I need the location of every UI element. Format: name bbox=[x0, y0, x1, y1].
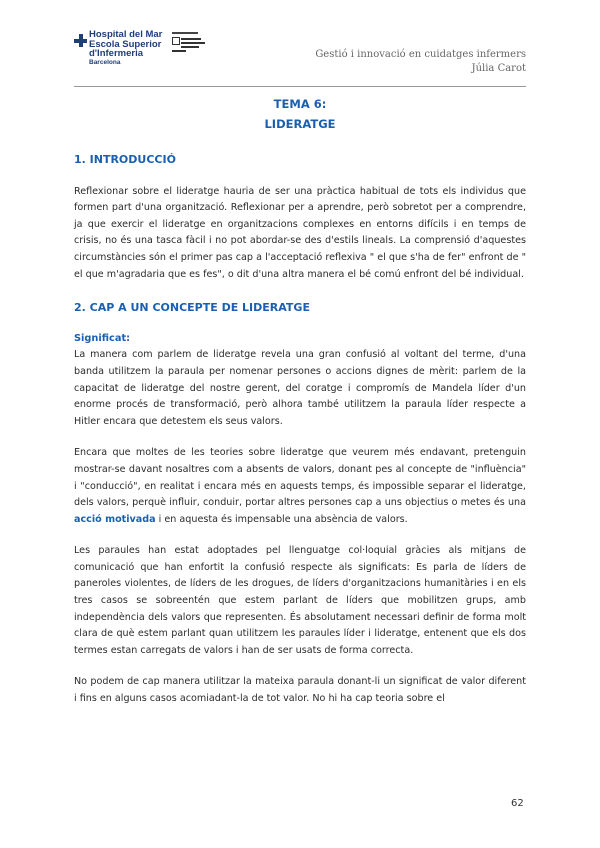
paragraph-text: i en aquesta és impensable una absència de valors. bbox=[155, 513, 408, 525]
hospital-cross-icon bbox=[74, 34, 87, 47]
logo-line-2: Escola Superior bbox=[89, 38, 162, 50]
paragraph-introduccio: Reflexionar sobre el lideratge hauria de ser una pràctica habitual de tots els individus que formen part d'una organització. Reflexionar per a aprendre, però sobretot per a comprendre, ja que exercir el lideratge en organitzacions complexes en entorns difícils i en temps de crisis, no és una tasca fàcil i no pot abordar-se des d'estils lineals. La comprensió d'aquestes circumstàncies són el primer pas cap a l'acceptació reflexiva " el que s'ha de fer" enfront de " el que m'agradaria que es fes", o dit d'una altra manera el bé comú enfront del bé individual. bbox=[74, 185, 526, 280]
title-line-1: TEMA 6: bbox=[273, 97, 327, 111]
paragraph-text: Encara que moltes de les teories sobre lideratge que veurem més endavant, pretenguin mostrar-se davant nosaltres com a absents de valors, donant pes al concepte de "influència" i "conducció", en realitat i encara més en aquests temps, és impossible separar el lideratge, dels valors, perquè influir, conduir, portar altres persones cap a uns objectius o metes és una bbox=[74, 447, 526, 509]
course-title: Gestió i innovació en cuidatges infermers bbox=[315, 49, 526, 60]
document-title bbox=[74, 94, 526, 134]
title-line-2: LIDERATGE bbox=[264, 117, 336, 131]
hospital-logo bbox=[89, 30, 162, 67]
university-logo-icon bbox=[172, 32, 212, 58]
paragraph-significat-1: La manera com parlem de lideratge revela una gran confusió al voltant del terme, d'una banda utilitzem la paraula per nomenar persones o accions dignes de mèrit: parlem de la capacitat de lideratge del nostre gerent, del coratge i compromís de Mandela líder d'un enorme procés de transformació, però alhora també utilitzem la paraula líder respecte a Hitler encara que detestem els seus valors. bbox=[74, 349, 526, 427]
subheading-significat: Significat: bbox=[74, 332, 131, 344]
section-heading-introduccio: 1. INTRODUCCIÓ bbox=[74, 153, 176, 166]
logo-line-3: d'Infermeria bbox=[89, 48, 143, 59]
header-course-info bbox=[315, 48, 526, 76]
section-heading-concepte: 2. CAP A UN CONCEPTE DE LIDERATGE bbox=[74, 301, 310, 315]
logo-line-4: Barcelona bbox=[89, 58, 121, 66]
paragraph-significat-2 bbox=[74, 445, 526, 528]
page-header bbox=[74, 30, 526, 86]
page-number: 62 bbox=[511, 798, 524, 809]
header-divider bbox=[74, 86, 526, 87]
document-body bbox=[74, 94, 526, 708]
paragraph-significat-3: Les paraules han estat adoptades pel llenguatge col·loquial gràcies als mitjans de comunicació que han enfortit la confusió respecte als significats: Es parla de líders de paneroles violentes, de líders de les drogues, de líders d'organitzacions humanitàries i en els tres casos se sobreentén que estem parlant de líders que mobilitzen grups, amb independència dels valors que representen. És absolutament necessari definir de forma molt clara de què estem parlant quan utilitzem les paraules líder i lideratge, entenent que els dos termes estan carregats de valors i han de ser usats de forma correcta. bbox=[74, 545, 526, 656]
logo-line-1: Hospital del Mar bbox=[89, 29, 163, 40]
author-name: Júlia Carot bbox=[471, 63, 526, 74]
paragraph-significat-4: No podem de cap manera utilitzar la mateixa paraula donant-li un significat de valor diferent i fins en alguns casos acomiadant-la de tot valor. No hi ha cap teoria sobre el bbox=[74, 676, 526, 705]
highlight-accio-motivada: acció motivada bbox=[74, 513, 156, 525]
